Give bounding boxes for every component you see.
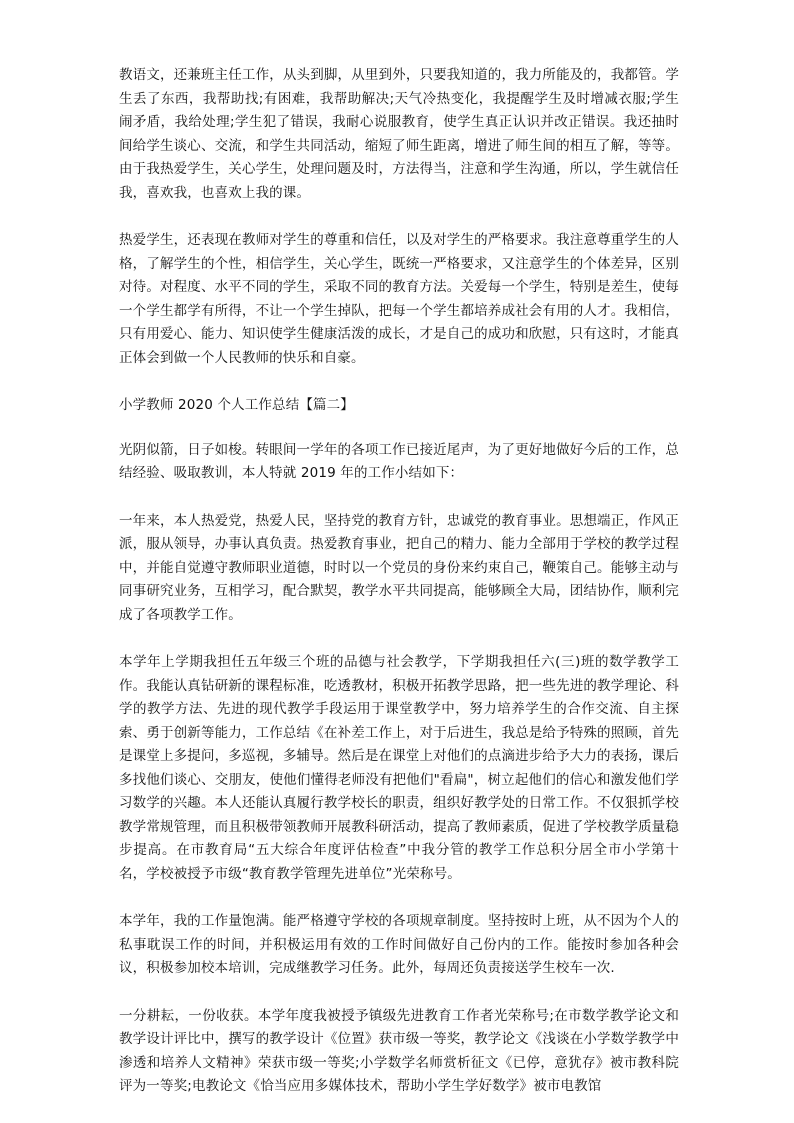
paragraph-opening: 光阴似箭，日子如梭。转眼间一学年的各项工作已接近尾声，为了更好地做好今后的工作，总结经验、吸取教训，本人特就 2019 年的工作小结如下： xyxy=(119,441,679,481)
paragraph-teaching-work: 本学年上学期我担任五年级三个班的品德与社会教学，下学期我担任六(三)班的数学教学工作。我能认真钻研新的课程标准，吃透教材，积极开拓教学思路，把一些先进的教学理论、科学的教学方法、先进的现代教学手段运用于课堂教学中，努力培养学生的合作交流、自主探索、勇于创新等能力，工作总结《在补差工作上，对于后进生，我总是给予特殊的照顾，首先是课堂上多提问，多巡视，多辅导。然后是在课堂上对他们的点滴进步给予大力的表扬，课后多找他们谈心、交朋友，使他们懂得老师没有把他们"看扁"，树立起他们的信心和激发他们学习数学的兴趣。本人还能认真履行教学校长的职责，组织好教学处的日常工作。不仅狠抓学校教学常规管理，而且积极带领教师开展教科研活动，提高了教师素质，促进了学校教学质量稳步提高。在市教育局“五大综合年度评估检查”中我分管的教学工作总积分居全市小学第十名，学校被授予市级“教育教学管理先进单位”光荣称号。 xyxy=(119,654,679,882)
paragraph-workload: 本学年，我的工作量饱满。能严格遵守学校的各项规章制度。坚持按时上班，从不因为个人的私事耽误工作的时间，并积极运用有效的工作时间做好自己份内的工作。能按时参加各种会议，积极参加校本培训，完成继教学习任务。此外，每周还负责接送学生校车一次. xyxy=(119,913,679,976)
paragraph-intro-continued: 教语文，还兼班主任工作，从头到脚，从里到外，只要我知道的，我力所能及的，我都管。学生丢了东西，我帮助找;有困难，我帮助解决;天气冷热变化，我提醒学生及时增减衣服;学生闹矛盾，我给处理;学生犯了错误，我耐心说服教育，使学生真正认识并改正错误。我还抽时间给学生谈心、交流，和学生共同活动，缩短了师生距离，增进了师生间的相互了解，等等。由于我热爱学生，关心学生，处理问题及时，方法得当，注意和学生沟通，所以，学生就信任我，喜欢我，也喜欢上我的课。 xyxy=(119,67,679,201)
section-heading: 小学教师 2020 个人工作总结【篇二】 xyxy=(119,397,354,413)
paragraph-political-stance: 一年来，本人热爱党，热爱人民，坚持党的教育方针，忠诚党的教育事业。思想端正，作风正派，服从领导，办事认真负责。热爱教育事业，把自己的精力、能力全部用于学校的教学过程中，并能自觉遵守教师职业道德，时时以一个党员的身份来约束自己，鞭策自己。能够主动与同事研究业务，互相学习，配合默契，教学水平共同提高，能够顾全大局，团结协作，顺利完成了各项教学工作。 xyxy=(119,512,679,623)
paragraph-achievements: 一分耕耘，一份收获。本学年度我被授予镇级先进教育工作者光荣称号;在市数学教学论文和教学设计评比中，撰写的教学设计《位置》获市级一等奖，教学论文《浅谈在小学数学教学中渗透和培养人文精神》荣获市级一等奖;小学数学名师赏析征文《已停，意犹存》被市教科院评为一等奖;电教论文《恰当应用多媒体技术，帮助小学生学好数学》被市电教馆 xyxy=(119,1007,679,1094)
paragraph-love-students: 热爱学生，还表现在教师对学生的尊重和信任，以及对学生的严格要求。我注意尊重学生的人格，了解学生的个性，相信学生，关心学生，既统一严格要求，又注意学生的个体差异，区别对待。对程度、水平不同的学生，采取不同的教育方法。关爱每一个学生，特别是差生，使每一个学生都学有所得，不让一个学生掉队，把每一个学生都培养成社会有用的人才。我相信，只有用爱心、能力、知识使学生健康活泼的成长，才是自己的成功和欣慰，只有这时，才能真正体会到做一个人民教师的快乐和自豪。 xyxy=(119,232,679,366)
document-body xyxy=(119,64,679,1123)
